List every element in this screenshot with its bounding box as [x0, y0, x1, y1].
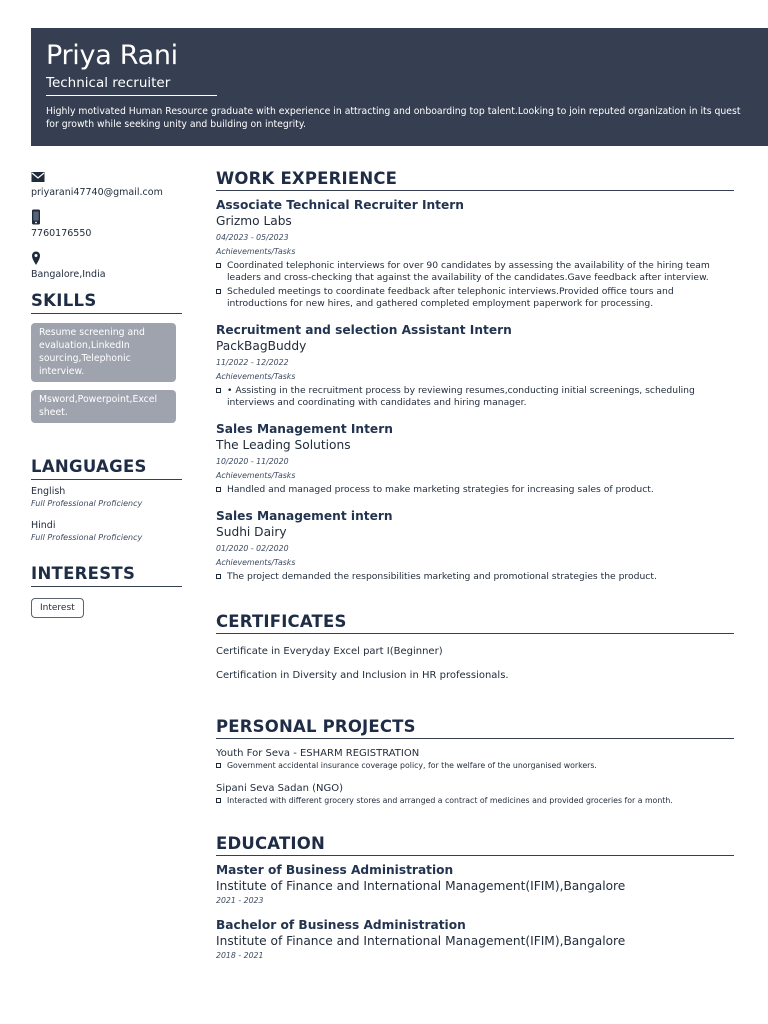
project-title: Sipani Seva Sadan (NGO) [216, 783, 343, 794]
job-achievements-label: Achievements/Tasks [216, 471, 296, 480]
map-pin-icon [31, 250, 182, 266]
envelope-icon [31, 168, 182, 184]
education-heading: EDUCATION [216, 833, 734, 856]
resume-header [31, 28, 768, 146]
education-years: 2021 - 2023 [216, 896, 264, 905]
work-experience-heading: WORK EXPERIENCE [216, 168, 734, 191]
language-item [31, 486, 182, 510]
degree-title: Master of Business Administration [216, 863, 454, 877]
profile-summary: Highly motivated Human Resource graduate with experience in attracting and onboarding top talent.Looking to join reputed organization in its quest for growth while seeking unity and building on integrity. [46, 106, 741, 130]
job-title: Associate Technical Recruiter Intern [216, 198, 464, 212]
sidebar [31, 168, 182, 618]
main-content [216, 168, 734, 962]
job-company: PackBagBuddy [216, 339, 307, 353]
education-item [216, 862, 734, 907]
job-bullet: Coordinated telephonic interviews for over 90 candidates by assessing the availability of the hiring team leaders and cross-checking that against the availability of the candidates.Gave feedback after interview. [216, 260, 734, 284]
bullet-square-icon [216, 263, 221, 268]
contact-email [31, 168, 182, 199]
job-dates: 01/2020 - 02/2020 [216, 544, 289, 553]
languages-heading: LANGUAGES [31, 457, 182, 480]
job-achievements-label: Achievements/Tasks [216, 558, 296, 567]
job-bullet: Handled and managed process to make marketing strategies for increasing sales of product. [216, 484, 734, 496]
job-entry [216, 197, 734, 310]
job-dates: 10/2020 - 11/2020 [216, 457, 289, 466]
project-item [216, 782, 734, 806]
interest-chip: Interest [31, 598, 84, 618]
bullet-square-icon [216, 388, 221, 393]
candidate-name: Priya Rani [46, 40, 178, 71]
job-entry [216, 322, 734, 409]
interests-heading: INTERESTS [31, 564, 182, 587]
job-bullet: Scheduled meetings to coordinate feedback after telephonic interviews.Provided office tours and introductions for new hires, and gathered completed employment paperwork for processing. [216, 286, 734, 310]
skill-chip: Msword,Powerpoint,Excel sheet. [31, 390, 176, 423]
job-title: Sales Management Intern [216, 422, 393, 436]
education-years: 2018 - 2021 [216, 951, 264, 960]
project-desc: Government accidental insurance coverage policy, for the welfare of the unorganised workers. [216, 760, 734, 771]
language-level: Full Professional Proficiency [31, 499, 143, 508]
mobile-phone-icon [31, 209, 182, 225]
job-bullets [216, 385, 734, 409]
job-achievements-label: Achievements/Tasks [216, 372, 296, 381]
language-item [31, 520, 182, 544]
project-title: Youth For Seva - ESHARM REGISTRATION [216, 748, 420, 759]
job-company: The Leading Solutions [216, 438, 351, 452]
job-bullet: • Assisting in the recruitment process by reviewing resumes,conducting initial screenings, scheduling interviews and coordinating with candidates and hiring manager. [216, 385, 734, 409]
phone-text: 7760176550 [31, 228, 92, 239]
language-level: Full Professional Proficiency [31, 533, 143, 542]
job-bullets [216, 571, 734, 583]
job-company: Grizmo Labs [216, 214, 292, 228]
job-title: Recruitment and selection Assistant Intern [216, 323, 512, 337]
location-text: Bangalore,India [31, 269, 106, 280]
skills-list [31, 323, 182, 423]
skill-chip: Resume screening and evaluation,LinkedIn sourcing,Telephonic interview. [31, 323, 176, 382]
job-bullet: The project demanded the responsibilities marketing and promotional strategies the product. [216, 571, 734, 583]
degree-title: Bachelor of Business Administration [216, 918, 466, 932]
job-title: Sales Management intern [216, 509, 393, 523]
project-desc: Interacted with different grocery stores and arranged a contract of medicines and provided groceries for a month. [216, 795, 734, 806]
bullet-square-icon [216, 289, 221, 294]
institute-name: Institute of Finance and International Management(IFIM),Bangalore [216, 879, 626, 893]
language-name: Hindi [31, 520, 56, 531]
job-achievements-label: Achievements/Tasks [216, 247, 296, 256]
bullet-square-icon [216, 798, 221, 803]
job-entry [216, 508, 734, 583]
bullet-square-icon [216, 574, 221, 579]
email-text[interactable]: priyarani47740@gmail.com [31, 187, 163, 198]
job-bullets [216, 484, 734, 496]
bullet-square-icon [216, 763, 221, 768]
job-dates: 04/2023 - 05/2023 [216, 233, 289, 242]
skills-heading: SKILLS [31, 291, 182, 314]
language-name: English [31, 486, 66, 497]
contact-phone [31, 209, 182, 240]
institute-name: Institute of Finance and International Management(IFIM),Bangalore [216, 934, 626, 948]
job-company: Sudhi Dairy [216, 525, 287, 539]
project-item [216, 747, 734, 771]
certificate-item: Certificate in Everyday Excel part I(Beginner) [216, 646, 443, 657]
education-item [216, 917, 734, 962]
contact-location [31, 250, 182, 281]
personal-projects-heading: PERSONAL PROJECTS [216, 716, 734, 739]
job-entry [216, 421, 734, 496]
candidate-role: Technical recruiter [46, 74, 217, 96]
job-dates: 11/2022 - 12/2022 [216, 358, 289, 367]
bullet-square-icon [216, 487, 221, 492]
certificate-item: Certification in Diversity and Inclusion in HR professionals. [216, 670, 509, 681]
certificates-heading: CERTIFICATES [216, 611, 734, 634]
job-bullets [216, 260, 734, 310]
